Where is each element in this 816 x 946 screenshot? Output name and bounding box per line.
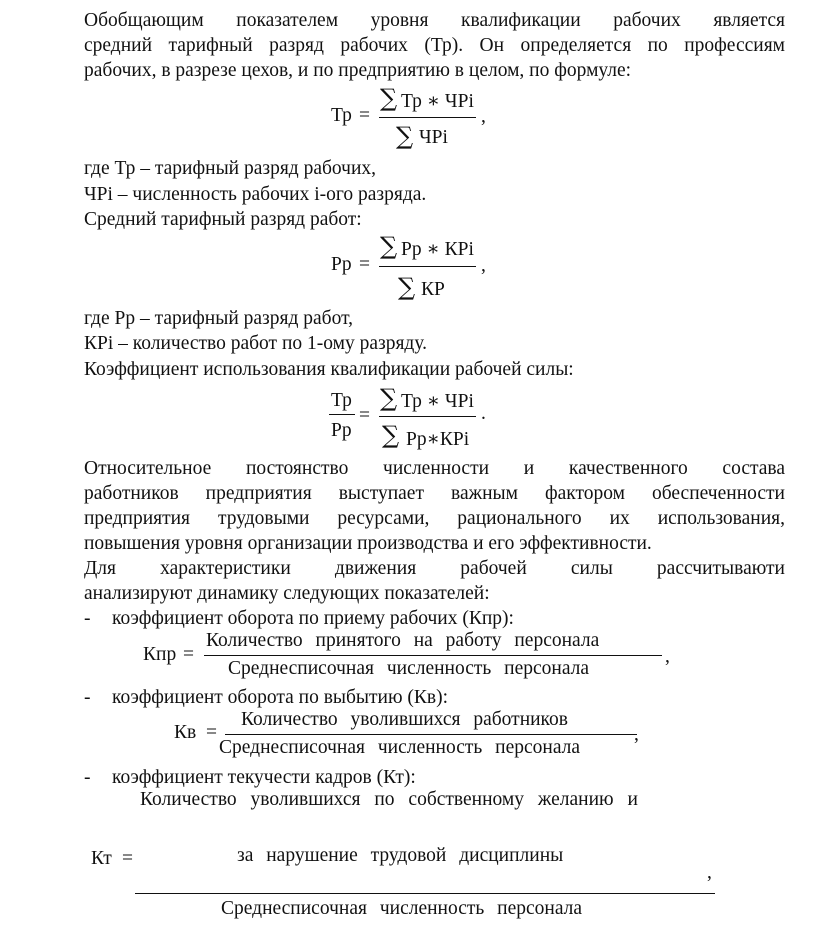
sum-icon: ∑ — [396, 122, 414, 150]
list-item-kpr: коэффициент оборота по приему рабочих (Кпр): — [112, 608, 514, 629]
list-item-kt: коэффициент текучести кадров (Кт): — [112, 767, 416, 788]
formula-rr-comma: , — [481, 255, 486, 276]
sum-icon: ∑ — [380, 232, 398, 260]
formula-q-numerator: Тр ∗ ЧРi — [401, 391, 474, 412]
intro-paragraph — [84, 8, 785, 83]
intro-line-1: Обобщающим показателем уровня квалификации рабочих является — [84, 10, 785, 31]
formula-q-denominator: Рр∗КРi — [406, 429, 470, 450]
formula-tr-numerator: Тр ∗ ЧРi — [401, 91, 474, 112]
formula-rr-lhs: Рр — [331, 254, 352, 275]
formula-kpr-lhs: Кпр — [143, 644, 177, 665]
sum-icon: ∑ — [380, 384, 398, 412]
where-kri: КРi – количество работ по 1-ому разряду. — [84, 333, 428, 354]
formula-tr-comma: , — [481, 106, 486, 127]
formula-kt-denominator: Среднесписочная численность персонала — [221, 898, 583, 919]
formula-q-lhs-den: Рр — [331, 420, 352, 441]
stability-line-3: предприятия трудовыми ресурсами, рационального их использования, — [84, 508, 785, 529]
list-dash: - — [84, 767, 91, 788]
fraction-bar — [204, 655, 662, 656]
formula-kpr-denominator: Среднесписочная численность персонала — [228, 658, 590, 679]
fraction-bar — [379, 117, 476, 118]
movement-line-1: Для характеристики движения рабочей силы рассчитываюти — [84, 558, 785, 579]
list-item-kv: коэффициент оборота по выбытию (Кв): — [112, 687, 449, 708]
formula-kpr-numerator: Количество принятого на работу персонала — [206, 630, 600, 651]
sum-icon: ∑ — [382, 421, 400, 449]
stability-line-4: повышения уровня организации производства и его эффективности. — [84, 533, 652, 554]
intro-line-2: средний тарифный разряд рабочих (Тр). Он определяется по профессиям — [84, 35, 785, 56]
formula-q-lhs-num: Тр — [331, 390, 352, 411]
sum-icon: ∑ — [398, 273, 416, 301]
formula-kpr-eq: = — [183, 644, 194, 665]
formula-rr-eq: = — [359, 254, 370, 275]
stability-line-1: Относительное постоянство численности и качественного состава — [84, 458, 785, 479]
fraction-bar — [379, 266, 476, 267]
formula-kv-numerator: Количество уволившихся работников — [241, 709, 569, 730]
fraction-bar — [135, 893, 715, 894]
formula-kv-lhs: Кв — [174, 722, 197, 743]
stability-line-2: работников предприятия выступает важным фактором обеспеченности — [84, 483, 785, 504]
list-dash: - — [84, 608, 91, 629]
formula-q-period: . — [481, 403, 486, 424]
fraction-bar — [329, 414, 355, 415]
formula-kv-comma: , — [634, 724, 639, 745]
formula-q-eq: = — [359, 405, 370, 426]
avg-works-heading: Средний тарифный разряд работ: — [84, 209, 362, 230]
fraction-bar — [379, 416, 476, 417]
formula-kt-lhs: Кт — [91, 848, 112, 869]
formula-rr-denominator: КР — [421, 279, 445, 300]
formula-kt-comma: , — [707, 862, 712, 883]
formula-tr-denominator: ЧРi — [419, 127, 448, 148]
formula-tr-lhs: Тр — [331, 105, 352, 126]
intro-line-3: рабочих, в разрезе цехов, и по предприятию в целом, по формуле: — [84, 60, 632, 81]
qualification-coef-heading: Коэффициент использования квалификации рабочей силы: — [84, 359, 574, 380]
formula-rr-numerator: Рр ∗ КРi — [401, 239, 474, 260]
formula-kv-denominator: Среднесписочная численность персонала — [219, 737, 581, 758]
where-tr: где Тр – тарифный разряд рабочих, — [84, 158, 377, 179]
fraction-bar — [225, 734, 637, 735]
list-dash: - — [84, 687, 91, 708]
formula-kv-eq: = — [206, 722, 217, 743]
movement-line-2: анализируют динамику следующих показателей: — [84, 583, 490, 604]
formula-kpr-comma: , — [665, 646, 670, 667]
sum-icon: ∑ — [380, 84, 398, 112]
formula-kt-numerator-line-1: Количество уволившихся по собственному желанию и — [140, 789, 638, 810]
stability-paragraph — [84, 456, 785, 556]
movement-paragraph — [84, 556, 785, 606]
where-chri: ЧРi – численность рабочих i-ого разряда. — [84, 184, 427, 205]
formula-kt-eq: = — [122, 848, 133, 869]
where-rr: где Рр – тарифный разряд работ, — [84, 308, 354, 329]
formula-kt-numerator-line-2: за нарушение трудовой дисциплины — [237, 845, 564, 866]
formula-tr-eq: = — [359, 105, 370, 126]
